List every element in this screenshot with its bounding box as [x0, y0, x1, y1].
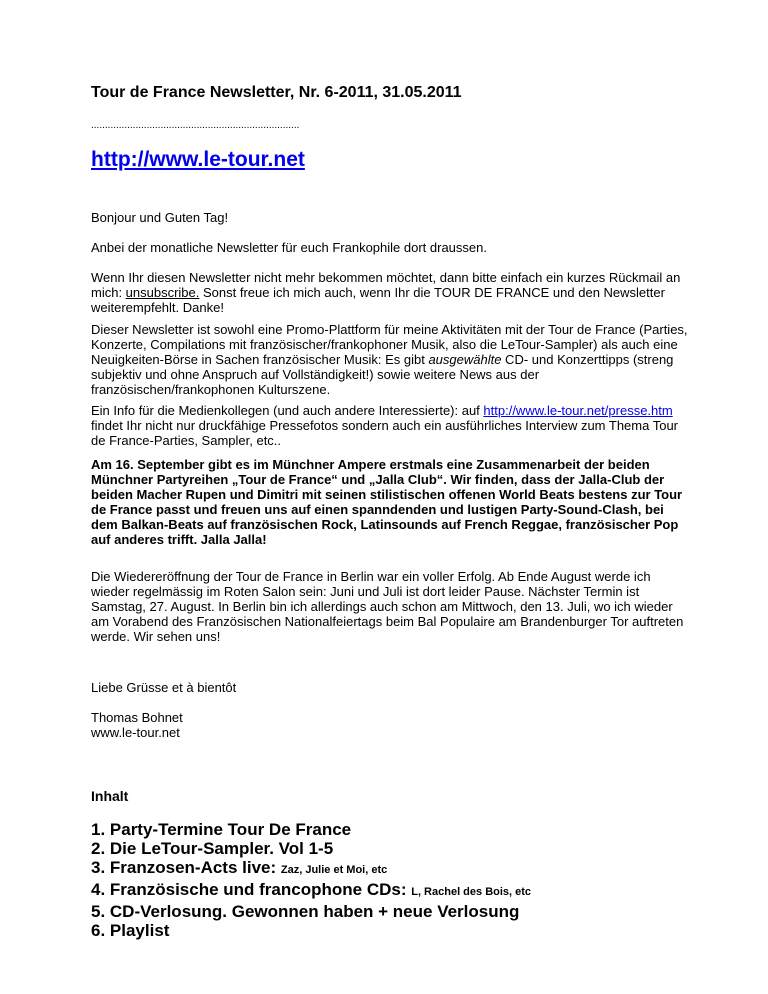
- unsubscribe-paragraph: [91, 270, 691, 315]
- site-link[interactable]: http://www.le-tour.net: [91, 148, 305, 171]
- table-of-contents: [91, 820, 711, 940]
- toc-item-3: [91, 858, 711, 880]
- toc-item-3-sub: Zaz, Julie et Moi, etc: [280, 864, 388, 876]
- toc-item-3-main: 3. Franzosen-Acts live:: [91, 858, 281, 877]
- unsubscribe-text-before: Wenn Ihr diesen Newsletter nicht mehr bekommen möchtet, dann bitte einfach ein kurzes Rückmail an mich:: [91, 270, 681, 300]
- toc-heading: Inhalt: [91, 788, 129, 804]
- press-text-before: Ein Info für die Medienkollegen (und auch andere Interessierte): auf: [91, 403, 484, 418]
- promo-paragraph: [91, 322, 691, 397]
- signature-name: Thomas Bohnet: [91, 710, 183, 725]
- unsubscribe-text-after: Sonst freue ich mich auch, wenn Ihr die TOUR DE FRANCE und den Newsletter weiterempfehlt. Danke!: [91, 285, 665, 315]
- unsubscribe-word: unsubscribe.: [125, 285, 200, 300]
- toc-item-6-main: 6. Playlist: [91, 921, 170, 940]
- toc-item-2: [91, 839, 711, 858]
- promo-italic-word: ausgewählte: [428, 352, 502, 367]
- promo-text-after: CD- und Konzerttipps (streng subjektiv und ohne Anspruch auf Vollständigkeit!) sowie weitere News aus der französischen/frankophonen Kulturszene.: [91, 352, 674, 397]
- press-link[interactable]: http://www.le-tour.net/presse.htm: [483, 403, 673, 418]
- berlin-paragraph: Die Wiedereröffnung der Tour de France in Berlin war ein voller Erfolg. Ab Ende August werde ich wieder regelmässig im Roten Salon sein: Juni und Juli ist dort leider Pause. Nächster Termin ist Samstag, 27. August. In Berlin bin ich allerdings auch schon am Mittwoch, den 13. Juli, wo ich wieder am Vorabend des Französischen Nationalfeiertags beim Bal Populaire am Brandenburger Tor auftreten werde. Wir sehen uns!: [91, 569, 684, 644]
- toc-item-4-main: 4. Französische und francophone CDs:: [91, 880, 412, 899]
- toc-item-5: [91, 902, 711, 921]
- toc-item-6: [91, 921, 711, 940]
- toc-item-4: [91, 880, 711, 902]
- greeting: Bonjour und Guten Tag!: [91, 210, 229, 225]
- toc-item-4-sub: L, Rachel des Bois, etc: [411, 886, 532, 898]
- closing-greeting: Liebe Grüsse et à bientôt: [91, 680, 237, 695]
- separator-line: ...........................................................................: [91, 120, 300, 131]
- intro-text: Anbei der monatliche Newsletter für euch Frankophile dort draussen.: [91, 240, 487, 255]
- press-paragraph: [91, 403, 691, 448]
- press-text-after: findet Ihr nicht nur druckfähige Pressefotos sondern auch ein ausführliches Interview zum Thema Tour de France-Parties, Sampler, etc..: [91, 418, 678, 448]
- toc-item-2-main: 2. Die LeTour-Sampler. Vol 1-5: [91, 839, 334, 858]
- signature-site: www.le-tour.net: [91, 725, 180, 740]
- event-announcement: Am 16. September gibt es im Münchner Ampere erstmals eine Zusammenarbeit der beiden Münchner Partyreihen „Tour de France“ und „Jalla Club“. Wir finden, dass der Jalla-Club der beiden Macher Rupen und Dimitri mit seinen stilistischen offenen World Beats bestens zur Tour de France passt und freuen uns auf einen spanndenden und lustigen Party-Sound-Clash, bei dem Balkan-Beats auf französischen Rock, Latinsounds auf French Reggae, französischer Pop auf anderes trifft. Jalla Jalla!: [91, 457, 683, 547]
- newsletter-title: Tour de France Newsletter, Nr. 6-2011, 31.05.2011: [91, 84, 462, 101]
- toc-item-1-main: 1. Party-Termine Tour De France: [91, 820, 352, 839]
- toc-item-5-main: 5. CD-Verlosung. Gewonnen haben + neue Verlosung: [91, 902, 520, 921]
- promo-text-before: Dieser Newsletter ist sowohl eine Promo-Plattform für meine Aktivitäten mit der Tour de France (Parties, Konzerte, Compilations mit französischer/frankophoner Musik, also die LeTour-Sampler) als auch eine Neuigkeiten-Börse in Sachen französischer Musik: Es gibt: [91, 322, 688, 367]
- toc-item-1: [91, 820, 711, 839]
